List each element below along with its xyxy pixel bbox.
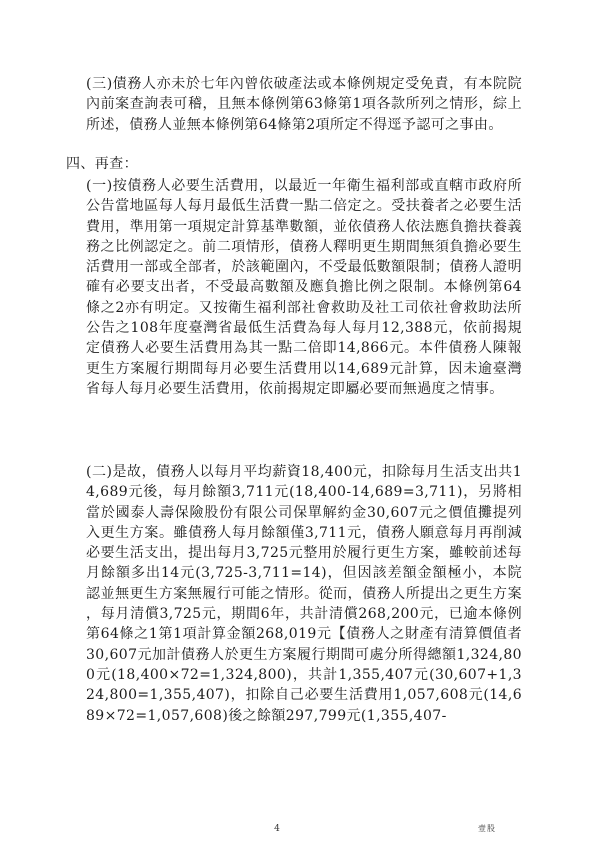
paragraph-item-2 (86, 462, 522, 726)
page-number: 4 (274, 824, 280, 834)
paragraph-item-1 (86, 176, 522, 399)
paragraph-text-2: 是故，債務人以每月平均薪資18,400元，扣除每月生活支出共14,689元後，每月餘額3,711元(18,400-14,689=3,711)，另將相當於國泰人壽保險股份有限公司保單解約金30,607元之價值攤提列入更生方案。雖債務人每月餘額僅3,711元，債務人願意每月再削減必要生活支出，提出每月3,725元整用於履行更生方案，雖較前述每月餘額多出14元(3,725-3,711=14)，但因該差額金額極小，本院認並無更生方案無履行可能之情形。從而，債務人所提出之更生方案，每月清償3,725元，期間6年，共計清償268,200元，已逾本條例第64條之1第1項計算金額268,019元【債務人之財產有清算價值者30,607元加計債務人於更生方案履行期間可處分所得總額1,324,800元(18,400×72=1,324,800)，共計1,355,407元(30,607+1,324,800=1,355,407)，扣除自己必要生活費用1,057,608元(14,689×72=1,057,608)後之餘額297,799元(1,355,407- (86, 464, 523, 724)
item-marker-2: (二) (86, 464, 113, 480)
footer-stamp: 壹股 (478, 824, 496, 833)
section-heading-4: 四、再查： (66, 156, 138, 172)
item-marker-3: (三) (86, 76, 113, 92)
paragraph-text-3: 債務人亦未於七年內曾依破產法或本條例規定受免責，有本院院內前案查詢表可稽，且無本條例第63條第1項各款所列之情形，綜上所述，債務人並無本條例第64條第2項所定不得逕予認可之事由。 (86, 76, 523, 133)
item-marker-1: (一) (86, 178, 113, 194)
paragraph-item-3 (86, 74, 522, 135)
paragraph-text-1: 按債務人必要生活費用，以最近一年衛生福利部或直轄市政府所公告當地區每人每月最低生活費一點二倍定之。受扶養者之必要生活費用，準用第一項規定計算基準數額，並依債務人依法應負擔扶養義務之比例認定之。前二項情形，債務人釋明更生期間無須負擔必要生活費用一部或全部者，於該範圍內，不受最低數額限制；債務人證明確有必要支出者，不受最高數額及應負擔比例之限制。本條例第64條之2亦有明定。又按衛生福利部社會救助及社工司依社會救助法所公告之108年度臺灣省最低生活費為每人每月12,388元，依前揭規定債務人必要生活費用為其一點二倍即14,866元。本件債務人陳報更生方案履行期間每月必要生活費用以14,689元計算，因未逾臺灣省每人每月必要生活費用，依前揭規定即屬必要而無過度之情事。 (86, 178, 523, 397)
